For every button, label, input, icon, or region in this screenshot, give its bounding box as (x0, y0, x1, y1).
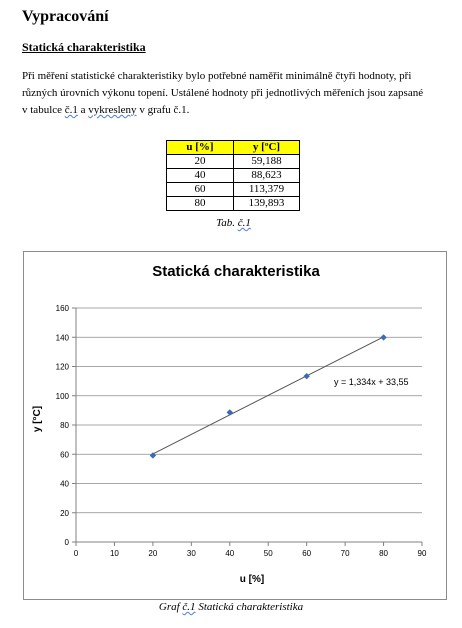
section-heading: Vypracování (22, 8, 109, 25)
body-paragraph (22, 68, 447, 119)
figure-caption-text: Statická charakteristika (195, 601, 304, 613)
y-tick-label: 40 (60, 479, 69, 489)
x-tick-label: 50 (263, 549, 273, 558)
subsection-heading: Statická charakteristika (22, 40, 146, 54)
gridlines (76, 308, 422, 513)
table-row (167, 183, 300, 197)
paragraph-line: různých úrovních výkonu topení. Ustálené hodnoty při jednotlivých měřeních jsou zapsané (22, 87, 424, 99)
y-tick-label: 20 (60, 508, 69, 518)
chart-frame (23, 251, 447, 600)
chart-title: Statická charakteristika (152, 263, 320, 280)
figure-caption-ref: č.1 (182, 601, 196, 613)
x-tick-label: 60 (302, 549, 312, 558)
table-cell-y: 59,188 (234, 155, 300, 169)
tick-labels (56, 304, 427, 558)
data-point (303, 373, 309, 379)
x-axis-label: u [%] (239, 574, 265, 585)
table-row (167, 155, 300, 169)
paragraph-line: Při měření statistické charakteristiky bylo potřebné naměřit minimálně čtyři hodnoty, při (22, 70, 412, 82)
trendline-equation: y = 1,334x + 33,55 (334, 377, 409, 387)
x-tick-label: 40 (225, 549, 235, 558)
table-header-y: y [ºC] (234, 141, 300, 155)
x-tick-label: 30 (186, 549, 196, 558)
table-cell-u: 60 (167, 183, 234, 197)
trendline (153, 337, 384, 454)
table-header-u: u [%] (167, 141, 234, 155)
table-cell-u: 80 (167, 197, 234, 211)
y-tick-label: 60 (60, 450, 69, 460)
y-tick-label: 80 (60, 421, 69, 430)
paragraph-line (22, 102, 447, 119)
y-tick-label: 140 (55, 333, 69, 343)
measurement-table (166, 140, 300, 211)
paragraph-text: v grafu č.1. (136, 104, 190, 116)
data-point (380, 334, 386, 340)
data-point (227, 409, 233, 415)
spellcheck-word: vykresleny (88, 104, 137, 116)
table-row (167, 197, 300, 211)
y-tick-label: 100 (55, 391, 69, 401)
table-cell-u: 40 (167, 169, 234, 183)
trendline-group (153, 337, 384, 454)
table-reference: č.1 (64, 104, 78, 116)
table-cell-y: 113,379 (234, 183, 300, 197)
table-cell-y: 88,623 (234, 169, 300, 183)
table-cell-y: 139,893 (234, 197, 300, 211)
table-caption-prefix: Tab. (216, 217, 238, 229)
paragraph-text: a (77, 104, 89, 116)
table-caption-ref: č.1 (237, 217, 251, 229)
x-tick-label: 0 (73, 549, 79, 558)
scatter-chart (24, 252, 446, 599)
table-caption (166, 217, 301, 229)
x-tick-label: 70 (340, 549, 350, 558)
x-tick-label: 80 (379, 549, 389, 558)
x-tick-label: 10 (109, 549, 119, 558)
figure-caption (0, 601, 462, 613)
y-tick-label: 0 (64, 538, 69, 547)
table-cell-u: 20 (167, 155, 234, 169)
table-row (167, 169, 300, 183)
y-axis-label: y [°C] (32, 405, 43, 433)
figure-caption-prefix: Graf (158, 601, 183, 613)
x-tick-label: 20 (148, 549, 158, 558)
paragraph-text: v tabulce (22, 104, 65, 116)
y-tick-label: 160 (55, 304, 69, 313)
y-tick-label: 120 (55, 362, 69, 372)
x-tick-label: 90 (417, 549, 427, 558)
